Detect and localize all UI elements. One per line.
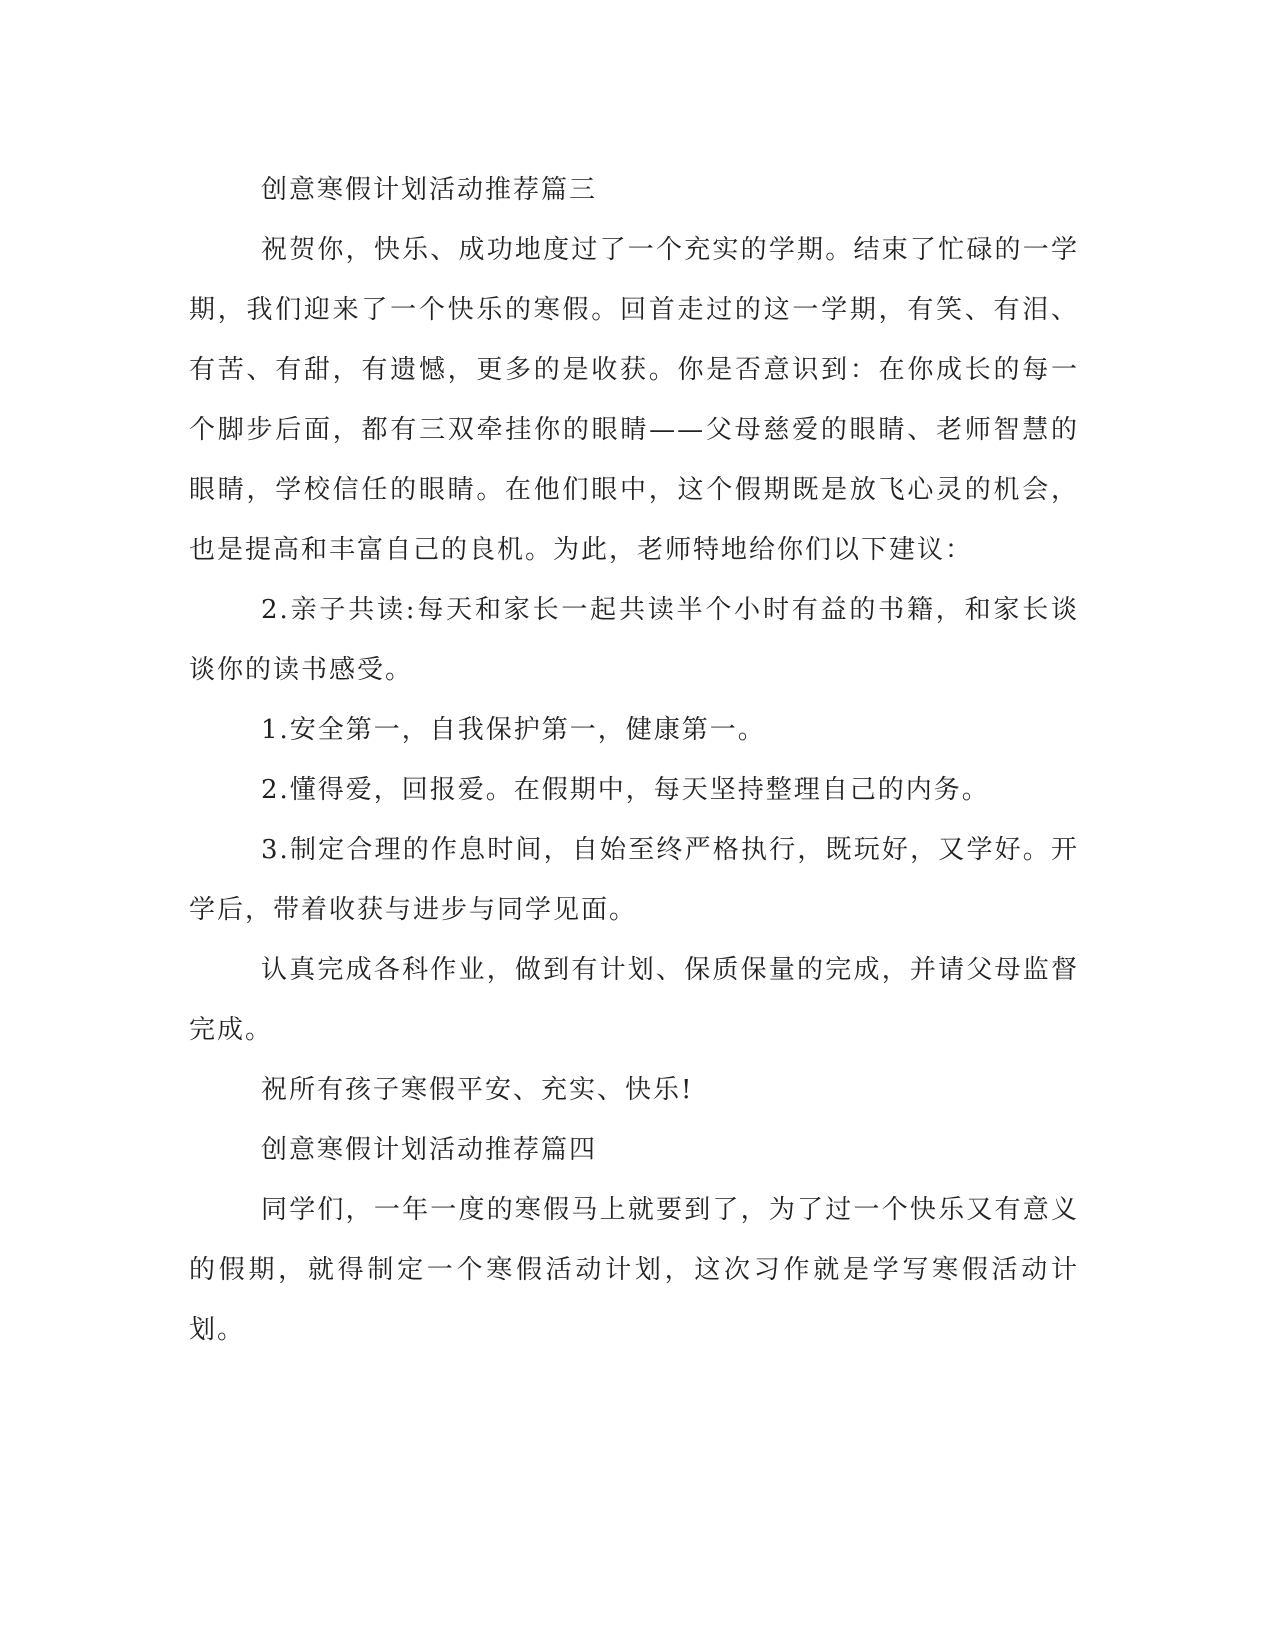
paragraph: 认真完成各科作业，做到有计划、保质保量的完成，并请父母监督完成。: [189, 955, 1079, 1045]
paragraph: 1.安全第一，自我保护第一，健康第一。: [261, 715, 766, 745]
paragraph: 3.制定合理的作息时间，自始至终严格执行，既玩好，又学好。开学后，带着收获与进步与同学见面。: [189, 835, 1079, 925]
paragraph: 2.懂得爱，回报爱。在假期中，每天坚持整理自己的内务。: [261, 775, 990, 805]
document-body: [189, 160, 1079, 1360]
paragraph: 2.亲子共读:每天和家长一起共读半个小时有益的书籍，和家长谈谈你的读书感受。: [189, 595, 1079, 685]
paragraph: 同学们，一年一度的寒假马上就要到了，为了过一个快乐又有意义的假期，就得制定一个寒假活动计划，这次习作就是学写寒假活动计划。: [189, 1195, 1079, 1345]
section-heading: 创意寒假计划活动推荐篇四: [261, 1135, 598, 1165]
paragraph: 祝贺你，快乐、成功地度过了一个充实的学期。结束了忙碌的一学期，我们迎来了一个快乐的寒假。回首走过的这一学期，有笑、有泪、有苦、有甜，有遗憾，更多的是收获。你是否意识到：在你成长的每一个脚步后面，都有三双牵挂你的眼睛——父母慈爱的眼睛、老师智慧的眼睛，学校信任的眼睛。在他们眼中，这个假期既是放飞心灵的机会，也是提高和丰富自己的良机。为此，老师特地给你们以下建议：: [189, 235, 1079, 565]
section-heading: 创意寒假计划活动推荐篇三: [261, 175, 598, 205]
paragraph: 祝所有孩子寒假平安、充实、快乐!: [261, 1075, 694, 1105]
